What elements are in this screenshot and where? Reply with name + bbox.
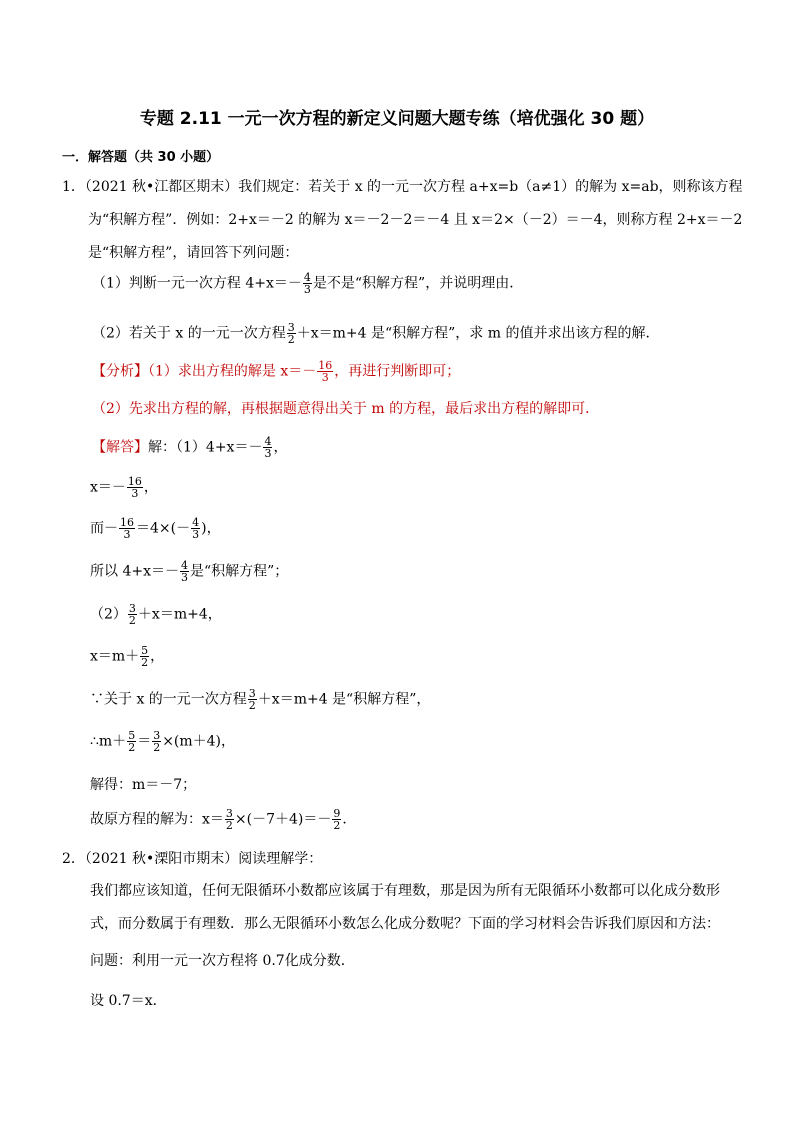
solution-text: x＝－ [90, 479, 126, 496]
fraction [191, 517, 200, 540]
solution-text: x＝m＋ [90, 648, 140, 665]
fraction [225, 808, 234, 831]
solution-text: ＝4×(－ [136, 520, 191, 537]
numerator: 4 [264, 435, 272, 448]
question-1-line-2: 为“积解方程”．例如：2+x＝－2 的解为 x＝－2－2＝－4 且 x＝2×（－2）＝－4，则称方程 2+x＝－2 [88, 212, 743, 228]
fraction [180, 560, 189, 583]
solution-text: 是“积解方程”； [189, 563, 289, 580]
question-1-line-3: 是“积解方程”，请回答下列问题： [88, 245, 299, 261]
section-heading: 一．解答题（共 30 小题） [62, 150, 220, 165]
question-2-line-1 [62, 848, 322, 868]
solution-text: ， [143, 479, 158, 496]
denominator: 2 [153, 741, 161, 754]
denominator: 3 [127, 487, 143, 499]
question-2-paragraph-3: 问题：利用一元一次方程将 0.7化成分数． [90, 953, 355, 969]
fraction [119, 517, 135, 540]
analysis-text: （1）求出方程的解是 x＝－ [148, 363, 317, 380]
denominator: 2 [248, 699, 256, 712]
fraction [128, 603, 137, 626]
numerator: 3 [153, 729, 161, 742]
denominator: 3 [119, 528, 135, 540]
solution-line-9: 解得：m＝－7； [90, 777, 197, 793]
fraction [317, 360, 333, 383]
question-2-paragraph-1: 我们都应该知道，任何无限循环小数都应该属于有理数，那是因为所有无限循环小数都可以化成分数形 [90, 883, 720, 899]
denominator: 3 [317, 371, 333, 383]
solution-text: ×(－7＋4)＝－ [234, 811, 332, 828]
fraction [332, 808, 341, 831]
solution-text: 所以 4+x＝－ [90, 563, 179, 580]
solution-line-1 [92, 436, 287, 459]
denominator: 2 [287, 333, 295, 346]
numerator: 4 [180, 559, 188, 572]
question-1-part-1 [92, 272, 523, 295]
denominator: 2 [225, 819, 233, 832]
analysis-line-2: （2）先求出方程的解，再根据题意得出关于 m 的方程，最后求出方程的解即可． [92, 401, 600, 417]
numerator: 9 [333, 807, 341, 820]
fraction [303, 272, 312, 295]
denominator: 3 [303, 283, 311, 296]
analysis-tag: 【分析】 [92, 363, 148, 380]
solution-text: ∵关于 x 的一元一次方程 [90, 691, 247, 708]
solution-text: （2） [90, 606, 127, 623]
solution-line-5 [90, 603, 222, 626]
solution-text: 故原方程的解为：x＝ [90, 811, 224, 828]
fraction [248, 688, 257, 711]
question-1-part-2 [92, 322, 659, 345]
solution-text: ， [150, 648, 165, 665]
part-text: （1）判断一元一次方程 4+x＝ [92, 275, 288, 292]
denominator: 2 [128, 614, 136, 627]
solution-text: 而－ [90, 520, 118, 537]
fraction [152, 730, 161, 753]
solution-text: ＝ [137, 733, 152, 750]
question-source: （2021 秋•溧阳市期末） [84, 851, 239, 867]
solution-line-7 [90, 688, 430, 711]
solution-line-3 [90, 517, 221, 540]
analysis-line-1 [92, 360, 460, 383]
question-source: （2021 秋•江都区期末） [84, 179, 239, 195]
minus-sign: － [287, 275, 302, 292]
denominator: 3 [264, 447, 272, 460]
solution-text: ∴m＋ [90, 733, 127, 750]
question-2-paragraph-2: 式，而分数属于有理数．那么无限循环小数怎么化成分数呢？下面的学习材料会告诉我们原因和方法： [90, 916, 720, 932]
solution-line-6 [90, 645, 164, 668]
solution-text: ×(m＋4)， [162, 733, 236, 750]
question-number: 1． [62, 179, 85, 195]
fraction [263, 436, 272, 459]
question-number: 2． [62, 851, 85, 867]
analysis-text: ，再进行判断即可； [334, 363, 461, 380]
numerator: 16 [318, 359, 333, 372]
numerator: 4 [303, 271, 311, 284]
denominator: 2 [128, 741, 136, 754]
denominator: 3 [192, 528, 200, 541]
question-1-line-1 [62, 176, 743, 196]
solution-line-10 [90, 808, 356, 831]
fraction [127, 730, 136, 753]
solution-line-4 [90, 560, 288, 583]
fraction [287, 322, 296, 345]
solution-text: 解：（1）4+x＝－ [148, 439, 263, 456]
page-title: 专题 2.11 一元一次方程的新定义问题大题专练（培优强化 30 题） [139, 109, 655, 129]
part-text: （2）若关于 x 的一元一次方程 [92, 325, 286, 342]
numerator: 3 [287, 321, 295, 334]
numerator: 3 [225, 807, 233, 820]
denominator: 3 [180, 571, 188, 584]
solution-text: ＋x＝m+4 是“积解方程”， [257, 691, 431, 708]
part-text: 是不是“积解方程”，并说明理由． [312, 275, 524, 292]
denominator: 2 [333, 819, 341, 832]
solution-text: ＋x＝m+4， [137, 606, 222, 623]
solution-line-2 [90, 476, 158, 499]
numerator: 4 [192, 516, 200, 529]
question-text: 我们规定：若关于 x 的一元一次方程 a+x=b（a≠1）的解为 x=ab，则称该方程 [238, 179, 743, 195]
numerator: 16 [120, 516, 134, 529]
numerator: 3 [128, 602, 136, 615]
numerator: 5 [141, 644, 149, 657]
solution-tag: 【解答】 [92, 439, 148, 456]
question-text: 阅读理解学： [238, 851, 323, 867]
numerator: 16 [127, 475, 142, 488]
fraction [140, 645, 149, 668]
fraction [127, 476, 143, 499]
part-text: ＋x＝m+4 是“积解方程”，求 m 的值并求出该方程的解． [296, 325, 660, 342]
numerator: 3 [248, 687, 256, 700]
solution-line-8 [90, 730, 235, 753]
numerator: 5 [128, 729, 136, 742]
solution-text: ． [342, 811, 357, 828]
denominator: 2 [141, 656, 149, 669]
solution-text: )， [201, 520, 221, 537]
question-2-paragraph-4: 设 0.7＝x． [90, 993, 167, 1009]
solution-text: ， [273, 439, 288, 456]
